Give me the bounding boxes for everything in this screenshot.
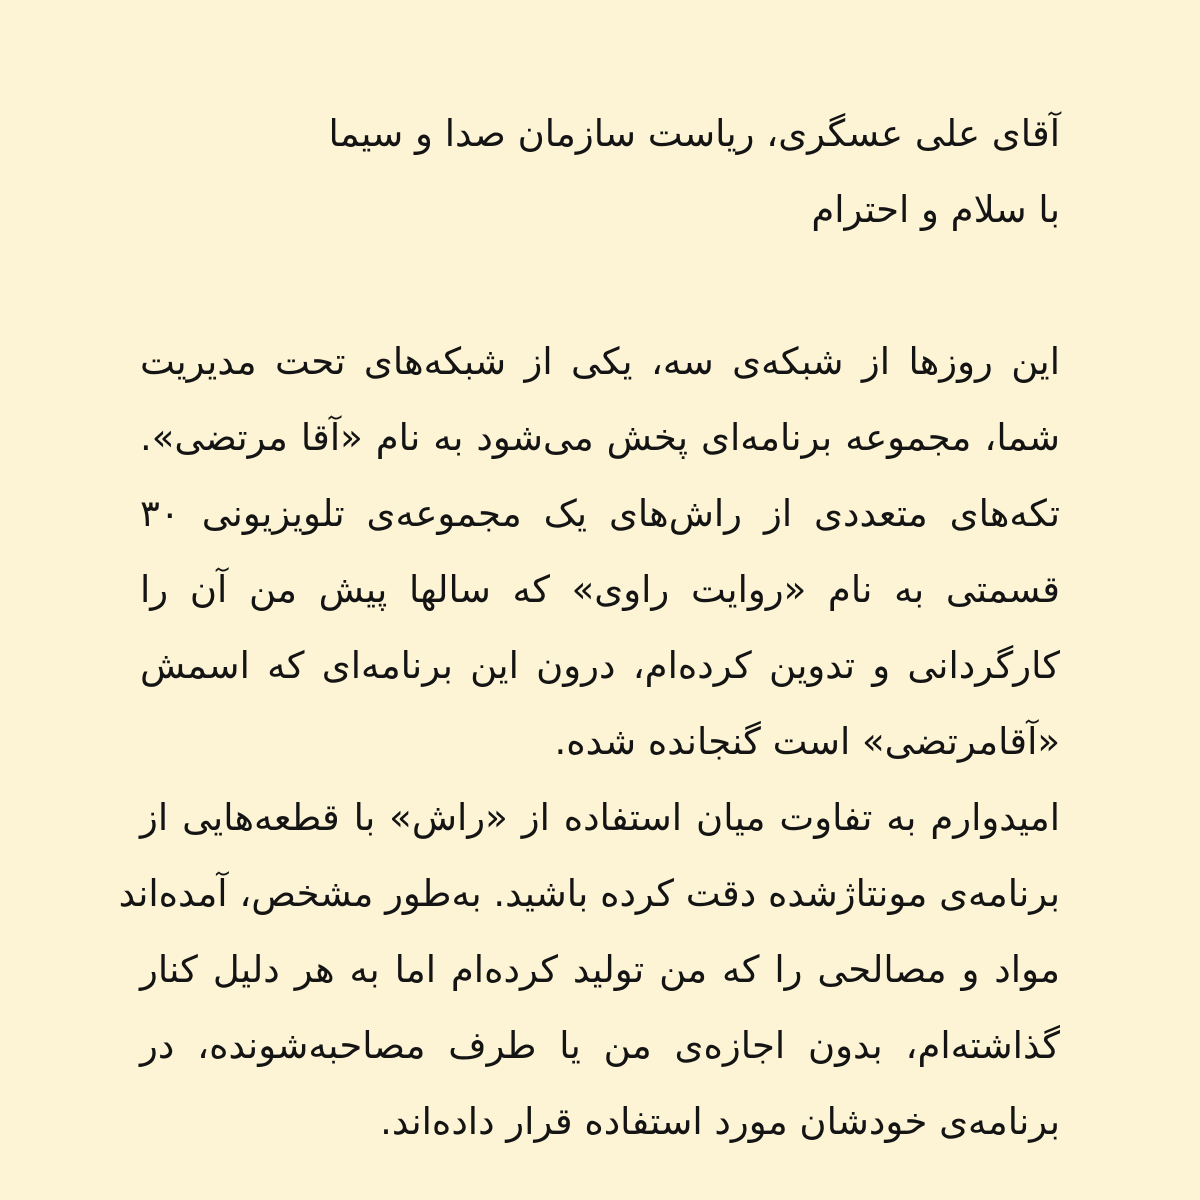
greeting-line: با سلام و احترام: [811, 188, 1060, 231]
body-line: کارگردانی و تدوین کرده‌ام، درون این برنامه‌ای که اسمش: [140, 644, 1060, 687]
body-line: تکه‌های متعددی از راش‌های یک مجموعه‌ی تلویزیونی ۳۰: [140, 492, 1060, 535]
body-line: گذاشته‌ام، بدون اجازه‌ی من یا طرف مصاحبه‌شونده، در: [140, 1024, 1060, 1067]
body-line: این روزها از شبکه‌ی سه، یکی از شبکه‌های تحت مدیریت: [140, 340, 1060, 383]
body-line: شما، مجموعه برنامه‌ای پخش می‌شود به نام «آقا مرتضی».: [140, 416, 1060, 459]
body-line: امیدوارم به تفاوت میان استفاده از «راش» با قطعه‌هایی از: [140, 796, 1060, 839]
body-line: مواد و مصالحی را که من تولید کرده‌ام اما به هر دلیل کنار: [140, 948, 1060, 991]
body-line: برنامه‌ی خودشان مورد استفاده قرار داده‌اند.: [380, 1100, 1060, 1143]
paragraph-gap: [140, 248, 1060, 324]
addressee-line: آقای علی عسگری، ریاست سازمان صدا و سیما: [328, 112, 1060, 155]
letter-body: [118, 96, 1060, 1160]
body-line: قسمتی به نام «روایت راوی» که سالها پیش من آن را: [140, 568, 1060, 611]
body-line: «آقامرتضی» است گنجانده شده.: [554, 720, 1060, 763]
body-line: برنامه‌ی مونتاژشده دقت کرده باشید. به‌طور مشخص، آمده‌اند: [118, 872, 1060, 915]
